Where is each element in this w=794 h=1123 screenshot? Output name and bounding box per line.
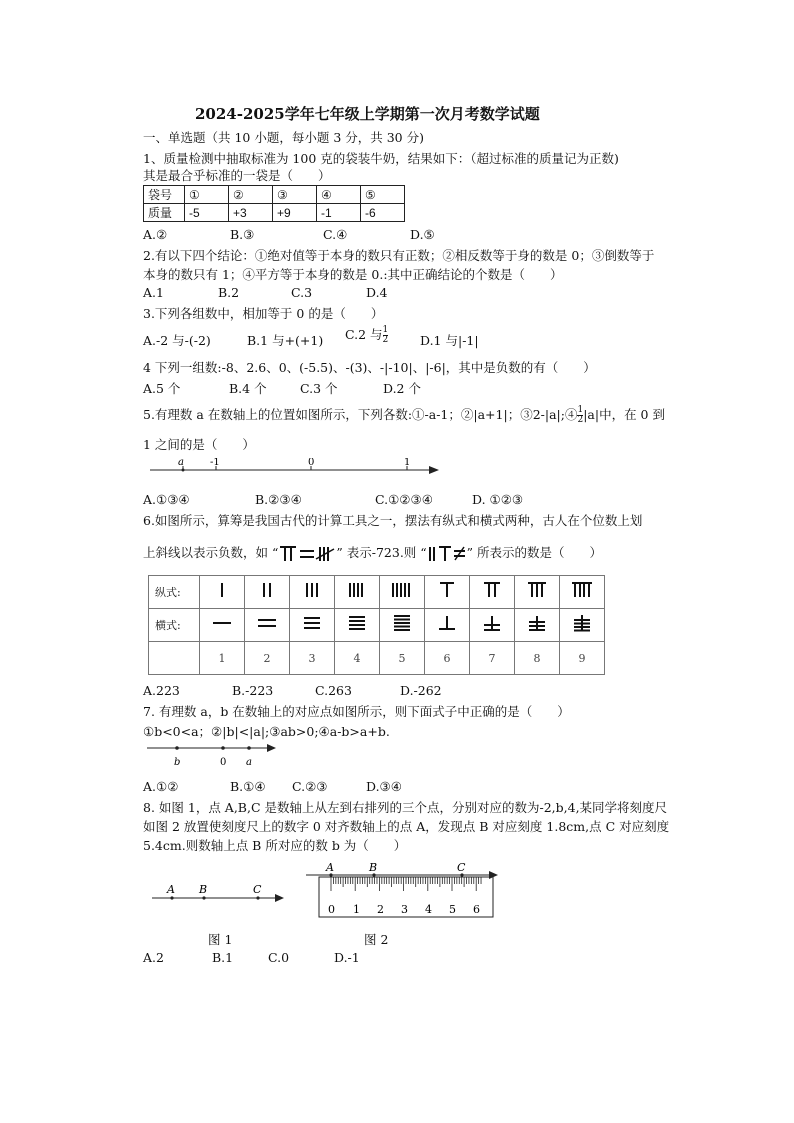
fraction-numerator: 1 [382, 325, 389, 335]
q8-figure-1 [150, 878, 290, 908]
ruler-number: 3 [401, 903, 408, 916]
q7-option-c: C.②③ [292, 779, 328, 794]
q6-stem-text-end: ” 所表示的数是（ ） [466, 545, 603, 560]
horizontal-rod-7 [470, 609, 515, 642]
q3-option-c [345, 325, 388, 345]
point-label: A [167, 883, 175, 896]
ruler-number: 4 [425, 903, 432, 916]
q2-option-c: C.3 [291, 285, 313, 300]
vertical-rod-8 [515, 576, 560, 609]
table-cell: ① [185, 186, 229, 204]
number-cell: 8 [515, 642, 560, 675]
q1-table [143, 185, 405, 222]
vertical-rod-9 [560, 576, 605, 609]
vertical-rod-2 [245, 576, 290, 609]
axis-label: 1 [404, 458, 411, 468]
axis-label: 0 [308, 458, 315, 468]
q1-stem-line1: 1、质量检测中抽取标准为 100 克的袋装牛奶，结果如下：（超过标准的质量记为正数) [143, 151, 619, 166]
q3-option-b: B.1 与+(+1) [247, 333, 324, 348]
row-label-vertical: 纵式: [149, 576, 200, 609]
fraction-denominator: 2 [577, 415, 584, 425]
q6-stem-line2 [143, 543, 602, 563]
fraction-denominator: 2 [382, 335, 389, 345]
horizontal-rod-2 [245, 609, 290, 642]
q5-stem-text-end: |a|中，在 0 到 [583, 407, 665, 422]
q8-figure-2 [306, 859, 506, 921]
q8-option-d: D.-1 [334, 950, 360, 965]
section-heading: 一、单选题（共 10 小题，每小题 3 分，共 30 分) [143, 130, 424, 145]
fraction-numerator: 1 [577, 405, 584, 415]
axis-label: a [246, 757, 252, 768]
table-cell: 袋号 [144, 186, 185, 204]
q6-option-a: A.223 [143, 683, 180, 698]
q6-option-b: B.-223 [232, 683, 274, 698]
q4-option-d: D.2 个 [383, 381, 421, 396]
q7-stem-line2: ①b<0<a；②|b|<|a|;③ab>0;④a-b>a+b. [143, 724, 390, 739]
q7-option-d: D.③④ [366, 779, 402, 794]
vertical-rod-4 [335, 576, 380, 609]
q2-option-d: D.4 [366, 285, 388, 300]
q8-stem-line2: 如图 2 放置使刻度尺上的数字 0 对齐数轴上的点 A，发现点 B 对应刻度 1.8cm,点 C 对应刻度 [143, 819, 670, 834]
q5-option-c: C.①②③④ [375, 492, 433, 507]
q3-option-d: D.1 与|-1| [420, 333, 479, 348]
point-label: B [369, 861, 378, 874]
axis-label: 0 [220, 757, 227, 768]
ruler-number: 1 [353, 903, 360, 916]
q8-stem-line1: 8. 如图 1，点 A,B,C 是数轴上从左到右排列的三个点，分别对应的数为-2,b,4,某同学将刻度尺 [143, 800, 668, 815]
q7-stem-line1: 7. 有理数 a，b 在数轴上的对应点如图所示，则下面式子中正确的是（ ） [143, 704, 570, 719]
horizontal-rod-5 [380, 609, 425, 642]
vertical-rod-3 [290, 576, 335, 609]
axis-label: a [178, 458, 184, 468]
q4-option-b: B.4 个 [229, 381, 267, 396]
ruler-number: 6 [473, 903, 480, 916]
point-label: C [457, 861, 466, 874]
q3-option-a: A.-2 与-(-2) [143, 333, 211, 348]
horizontal-rod-3 [290, 609, 335, 642]
fraction [383, 326, 389, 345]
ruler-ticks [331, 877, 481, 891]
q1-option-d: D.⑤ [410, 227, 435, 242]
vertical-rod-6 [425, 576, 470, 609]
q5-number-line [145, 458, 445, 488]
number-cell: 3 [290, 642, 335, 675]
q6-stem-text: 上斜线以表示负数，如 “ [143, 545, 279, 560]
q7-option-a: A.①② [143, 779, 179, 794]
table-cell: ② [229, 186, 273, 204]
axis-label: -1 [210, 458, 220, 468]
table-cell: ③ [273, 186, 317, 204]
point-label: B [199, 883, 208, 896]
q5-option-a: A.①③④ [143, 492, 190, 507]
number-cell: 2 [245, 642, 290, 675]
table-cell: -5 [185, 204, 229, 222]
number-cell: 5 [380, 642, 425, 675]
q5-option-b: B.②③④ [255, 492, 302, 507]
rod-numeral-table [148, 575, 605, 675]
axis-label: b [174, 757, 181, 768]
q5-stem-line1 [143, 405, 665, 425]
horizontal-rod-6 [425, 609, 470, 642]
q7-option-b: B.①④ [230, 779, 266, 794]
ruler-number: 2 [377, 903, 384, 916]
vertical-rod-5 [380, 576, 425, 609]
q5-stem-text: 5.有理数 a 在数轴上的位置如图所示，下列各数:①-a-1；②|a+1|；③2-|a|;④ [143, 407, 578, 422]
fig2-caption: 图 2 [364, 932, 389, 947]
table-cell: ⑤ [361, 186, 405, 204]
row-label-empty [149, 642, 200, 675]
q6-stem-line1: 6.如图所示，算筹是我国古代的计算工具之一，摆法有纵式和横式两种，古人在个位数上划 [143, 513, 643, 528]
q2-option-a: A.1 [143, 285, 164, 300]
q1-option-b: B.③ [230, 227, 255, 242]
q1-option-a: A.② [143, 227, 168, 242]
horizontal-rod-8 [515, 609, 560, 642]
q3-option-c-text: C.2 与 [345, 327, 383, 342]
rod-numeral-neg723-icon [278, 545, 336, 563]
horizontal-rod-9 [560, 609, 605, 642]
number-cell: 7 [470, 642, 515, 675]
q6-option-d: D.-262 [400, 683, 442, 698]
q7-number-line [145, 740, 285, 770]
q5-option-d: D. ①②③ [472, 492, 524, 507]
vertical-rod-7 [470, 576, 515, 609]
number-cell: 9 [560, 642, 605, 675]
table-cell: +3 [229, 204, 273, 222]
q4-option-a: A.5 个 [143, 381, 181, 396]
fig1-caption: 图 1 [208, 932, 233, 947]
ruler-number: 5 [449, 903, 456, 916]
q6-stem-text-mid: ” 表示-723.则 “ [336, 545, 427, 560]
table-cell: 质量 [144, 204, 185, 222]
q5-stem-line2: 1 之间的是（ ） [143, 437, 255, 452]
horizontal-rod-4 [335, 609, 380, 642]
number-cell: 4 [335, 642, 380, 675]
q8-option-b: B.1 [212, 950, 234, 965]
q2-stem-line2: 本身的数只有 1；④平方等于本身的数是 0.:其中正确结论的个数是（ ） [143, 267, 563, 282]
table-cell: +9 [273, 204, 317, 222]
row-label-horizontal: 横式: [149, 609, 200, 642]
table-cell: -1 [317, 204, 361, 222]
q2-option-b: B.2 [218, 285, 240, 300]
q6-option-c: C.263 [315, 683, 352, 698]
q3-stem: 3.下列各组数中，相加等于 0 的是（ ） [143, 306, 384, 321]
table-cell: -6 [361, 204, 405, 222]
ruler-number: 0 [328, 903, 335, 916]
number-cell: 1 [200, 642, 245, 675]
q8-option-a: A.2 [143, 950, 164, 965]
q4-option-c: C.3 个 [300, 381, 338, 396]
vertical-rod-1 [200, 576, 245, 609]
q8-option-c: C.0 [268, 950, 290, 965]
rod-numeral-question-icon [427, 545, 467, 563]
q2-stem-line1: 2.有以下四个结论：①绝对值等于本身的数只有正数；②相反数等于身的数是 0；③倒数等于 [143, 248, 655, 263]
q8-stem-line3: 5.4cm.则数轴上点 B 所对应的数 b 为（ ） [143, 838, 407, 853]
q1-stem-line2: 其是最合乎标准的一袋是（ ） [143, 168, 331, 183]
table-cell: ④ [317, 186, 361, 204]
horizontal-rod-1 [200, 609, 245, 642]
point-label: C [253, 883, 262, 896]
page-title: 2024-2025学年七年级上学期第一次月考数学试题 [195, 105, 540, 123]
q1-option-c: C.④ [323, 227, 348, 242]
q4-stem: 4 下列一组数:-8、2.6、0、(-5.5)、-(3)、-|-10|、|-6|，其中是负数的有（ ） [143, 360, 596, 375]
point-label: A [326, 861, 334, 874]
number-cell: 6 [425, 642, 470, 675]
